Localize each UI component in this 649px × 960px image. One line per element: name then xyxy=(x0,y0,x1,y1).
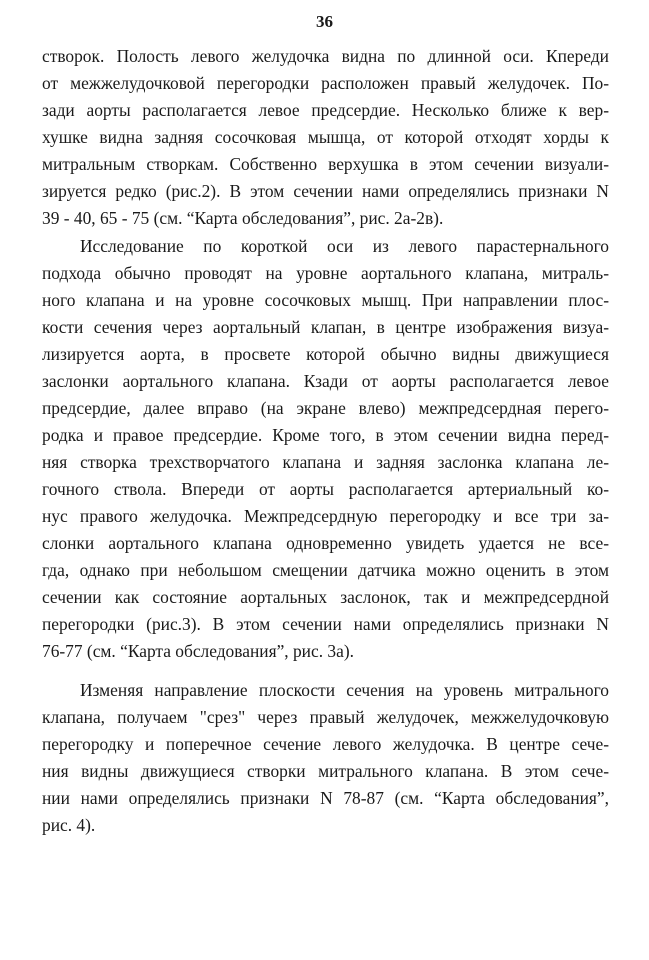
text-line: кости сечения через аортальный клапан, в центре изображения визуа- xyxy=(42,317,609,337)
text-line: зируется редко (рис.2). В этом сечении нами определялись признаки N xyxy=(42,181,609,201)
text-line: перегородку и поперечное сечение левого желудочка. В центре сече- xyxy=(42,734,609,754)
text-line: подхода обычно проводят на уровне аортального клапана, митраль- xyxy=(42,263,609,283)
text-line: 76-77 (см. “Карта обследования”, рис. 3а). xyxy=(42,641,354,661)
text-line: заслонки аортального клапана. Кзади от аорты располагается левое xyxy=(42,371,609,391)
text-line: митральным створкам. Собственно верхушка в этом сечении визуали- xyxy=(42,154,609,174)
text-line: лизируется аорта, в просвете которой обычно видны движущиеся xyxy=(42,344,609,364)
page-number: 36 xyxy=(316,12,333,31)
text-line: рис. 4). xyxy=(42,815,96,835)
text-line: ного клапана и на уровне сосочковых мышц. При направлении плос- xyxy=(42,290,609,310)
text-line: гда, однако при небольшом смещении датчика можно оценить в этом xyxy=(42,560,609,580)
text-line: Исследование по короткой оси из левого парастернального xyxy=(80,236,609,256)
text-line: створок. Полость левого желудочка видна по длинной оси. Кпереди xyxy=(42,46,609,66)
paragraph-2 xyxy=(42,233,609,665)
text-line: нии нами определялись признаки N 78-87 (см. “Карта обследования”, xyxy=(42,788,609,808)
text-line: сечении как состояние аортальных заслонок, так и межпредсердной xyxy=(42,587,609,607)
text-line: от межжелудочковой перегородки расположен правый желудочек. По- xyxy=(42,73,609,93)
text-line: зади аорты располагается левое предсердие. Несколько ближе к вер- xyxy=(42,100,609,120)
text-line: нус правого желудочка. Межпредсердную перегородку и все три за- xyxy=(42,506,609,526)
text-line: предсердие, далее вправо (на экране влево) межпредсердная перего- xyxy=(42,398,609,418)
text-line: клапана, получаем "срез" через правый желудочек, межжелудочковую xyxy=(42,707,609,727)
text-line: Изменяя направление плоскости сечения на уровень митрального xyxy=(80,680,609,700)
text-line: ния видны движущиеся створки митрального клапана. В этом сече- xyxy=(42,761,609,781)
text-line: 39 - 40, 65 - 75 (см. “Карта обследования”, рис. 2а-2в). xyxy=(42,208,444,228)
paragraph-3 xyxy=(42,677,609,839)
text-line: перегородки (рис.3). В этом сечении нами определялись признаки N xyxy=(42,614,609,634)
paragraph-1 xyxy=(42,43,609,232)
text-line: родка и правое предсердие. Кроме того, в этом сечении видна перед- xyxy=(42,425,609,445)
text-line: слонки аортального клапана одновременно увидеть удается не все- xyxy=(42,533,609,553)
text-line: няя створка трехстворчатого клапана и задняя заслонка клапана ле- xyxy=(42,452,609,472)
text-line: хушке видна задняя сосочковая мышца, от которой отходят хорды к xyxy=(42,127,609,147)
text-line: гочного ствола. Впереди от аорты располагается артериальный ко- xyxy=(42,479,609,499)
